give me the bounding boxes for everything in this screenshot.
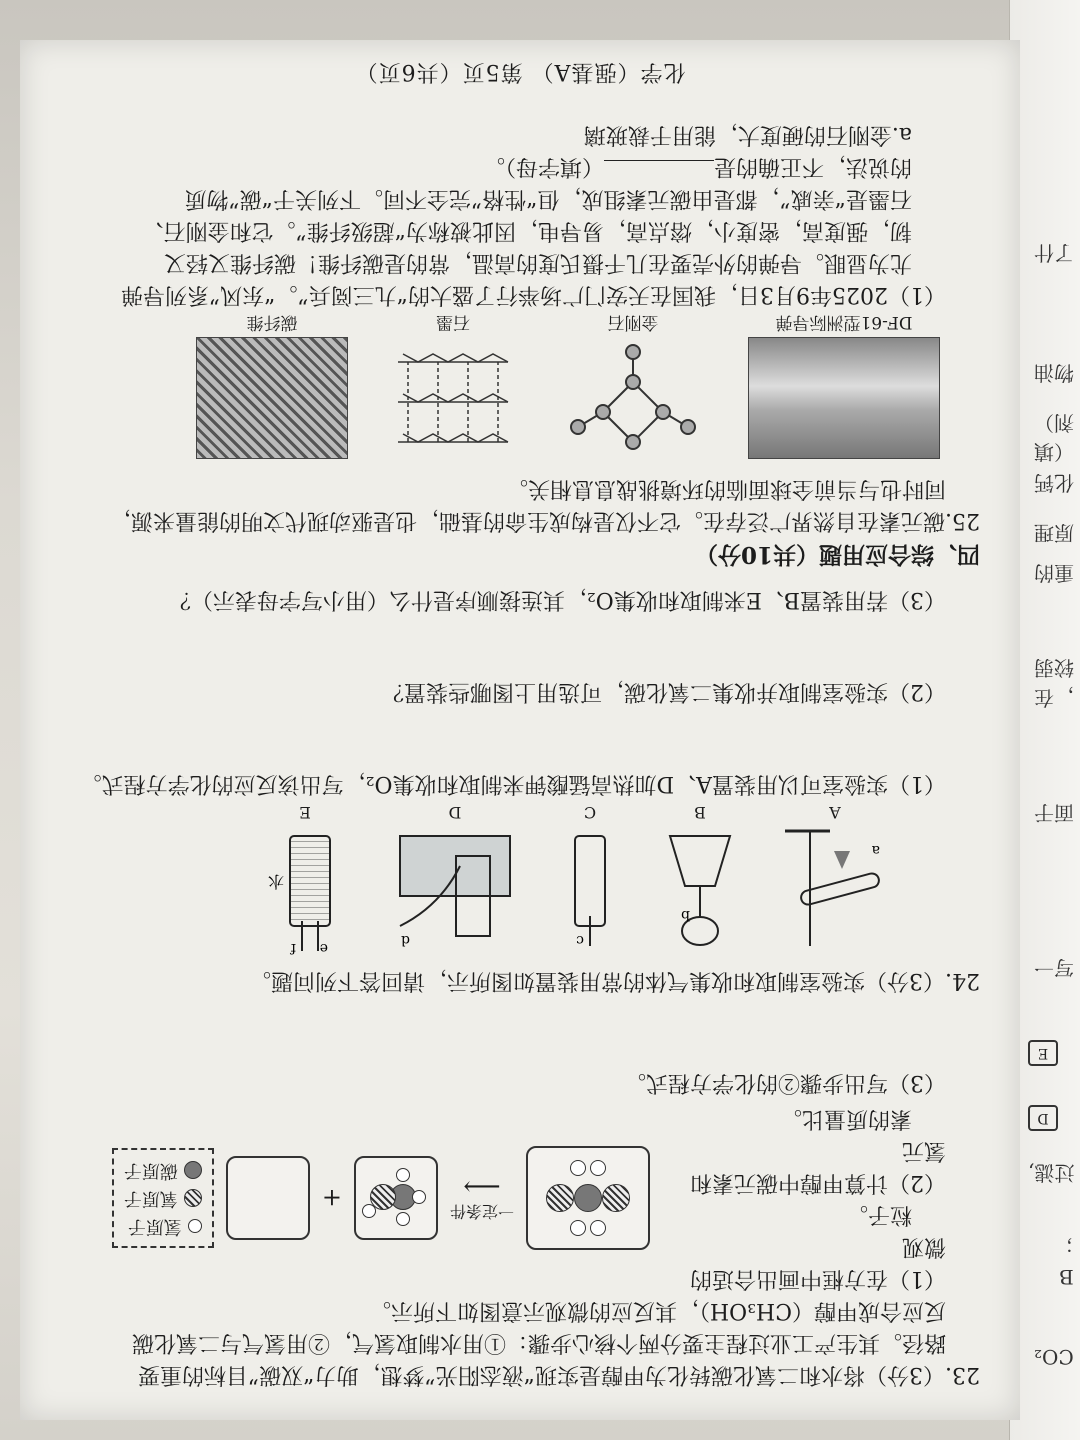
- image-caption: DF-61型洲际导弹: [775, 312, 913, 332]
- q25-option-a: a.金刚石的硬度大，能用于裁玻璃: [583, 122, 912, 147]
- blank-hint: （填字母）。: [482, 154, 604, 179]
- plus-sign: +: [321, 1184, 342, 1212]
- carbon-materials-figure: [50, 312, 940, 462]
- port-label-a: a: [871, 842, 880, 858]
- water-filled-bottle-icon: [260, 826, 350, 956]
- q24-stem: 24.（3分）实验室制取和收集气体的常用装置如图所示，请回答下列问题。: [249, 968, 980, 993]
- reaction-condition: [450, 1172, 514, 1225]
- q25-sub1-question: 的说法，不正确的是: [713, 154, 912, 179]
- q25-sub1-line2: 尤为显眼。导弹的外壳要在几千摄氏度的高温，常的是碳纤维！碳纤维又轻又: [163, 250, 912, 275]
- missile-image: [748, 312, 940, 459]
- lab-apparatus-figure: [50, 803, 890, 956]
- hydrogen-atom: [590, 1220, 606, 1236]
- oxygen-atom: [602, 1184, 630, 1212]
- page-footer: 化学（强基A） 第5页（共6页）: [354, 59, 686, 84]
- diamond-image: [558, 312, 708, 462]
- apparatus-d: [390, 803, 520, 956]
- prev-fragment: CO₂: [1034, 1345, 1074, 1369]
- q23-stem-line3: 反应合成甲醇（CH₃OH），其反应的微观示意图如下所示。: [368, 1298, 946, 1323]
- q25-stem-line1: 25.碳元素在自然界广泛存在。它不仅是构成生命的基础，也是驱动现代文明的能量来源，: [109, 508, 980, 533]
- q25-stem-line2: 同时也与当前全球面临的环境挑战息息相关。: [505, 476, 946, 501]
- hydrogen-atom: [590, 1160, 606, 1176]
- answer-blank[interactable]: [604, 160, 714, 161]
- carbon-atom: [574, 1184, 602, 1212]
- prev-fragment: 写一: [1034, 956, 1074, 980]
- exam-page: [20, 40, 1020, 1420]
- prev-fragment: 过滤,: [1027, 1161, 1074, 1185]
- apparatus-c: [560, 803, 620, 956]
- collection-bottle-up-icon: [560, 826, 620, 956]
- port-label-d: d: [401, 932, 410, 948]
- prev-fragment: （填剂）: [1034, 411, 1074, 464]
- hydrogen-atom: [396, 1168, 410, 1182]
- q24-sub1: （1）实验室可以用装置A、D加热高锰酸钾来制取和收集O₂，写出该反应的化学方程式。: [79, 771, 946, 796]
- condition-label: 一定条件: [449, 1202, 514, 1222]
- apparatus-a: [780, 803, 890, 956]
- prev-fragment: 较弱: [1034, 656, 1074, 680]
- q23-sub1-line1: （1）在方框中画出合适的微观: [690, 1234, 946, 1291]
- prev-fragment: 重的: [1034, 561, 1074, 585]
- arrow-right-icon: ⟶: [463, 1171, 501, 1202]
- q23-stem-line1: 23.（3分）将水和二氧化碳转化为甲醇是实现“液态阳光”梦想，助力“双碳”目标的重要: [138, 1362, 980, 1387]
- carbon-legend-icon: [184, 1161, 202, 1179]
- micro-reaction-diagram: [112, 1108, 650, 1288]
- q24-sub3: （3）若用装置B、E来制取和收集O₂，其连接顺序是什么（用小写字母表示）？: [168, 587, 946, 612]
- hydrogen-legend-icon: [188, 1219, 202, 1233]
- carbon-fiber-image: [196, 312, 348, 459]
- reactant-box: [526, 1146, 650, 1250]
- water-trough-icon: [390, 826, 520, 956]
- port-label-b: b: [681, 907, 690, 923]
- water-label: 水: [267, 872, 284, 891]
- q25-sub1-line4: 石墨是“亲戚”，都是由碳元素组成，但“性格”完全不同。下列关于“碳”物质: [184, 186, 912, 211]
- carbon-fiber-photo: [196, 337, 348, 459]
- section-title: 四、综合应用题（共10分）: [694, 541, 980, 568]
- oxygen-atom: [546, 1184, 574, 1212]
- methanol-molecule-box: [354, 1156, 438, 1240]
- q23-sub2-line1: （2）计算甲醇中碳元素和氢元: [690, 1138, 946, 1195]
- apparatus-label: C: [583, 803, 597, 822]
- image-caption: 碳纤维: [246, 312, 298, 332]
- image-caption: 石墨: [436, 312, 470, 332]
- prev-fragment: B: [1059, 1265, 1074, 1289]
- hydrogen-atom: [362, 1204, 376, 1218]
- hydrogen-atom: [396, 1212, 410, 1226]
- q23-sub2-line2: 素的质量比。: [779, 1106, 912, 1131]
- port-label-c: c: [576, 932, 584, 948]
- flask-funnel-icon: [660, 826, 740, 956]
- apparatus-b: [660, 803, 740, 956]
- port-label-f: f: [290, 940, 296, 956]
- graphite-image: [388, 312, 518, 462]
- prev-box-e: E: [1028, 1040, 1058, 1066]
- prev-box-d: D: [1028, 1105, 1058, 1131]
- hydrogen-atom: [570, 1160, 586, 1176]
- apparatus-label: A: [829, 803, 841, 822]
- hydrogen-atom: [570, 1220, 586, 1236]
- hydrogen-atom: [412, 1190, 426, 1204]
- prev-fragment: 物油: [1034, 361, 1074, 385]
- prev-fragment: 了什: [1034, 241, 1074, 265]
- q23-sub3: （3）写出步骤②的化学方程式。: [624, 1070, 946, 1095]
- q24-sub2: （2）实验室制取并收集二氧化碳，可选用上图哪些装置？: [382, 679, 946, 704]
- q25-sub1-line3: 韧，强度高，密度小，熔点高，易导电，因此被称为“超级纤维”。它和金刚石、: [141, 218, 912, 243]
- apparatus-e: [260, 803, 350, 956]
- heating-tube-setup-icon: [780, 826, 890, 956]
- port-label-e: e: [319, 940, 328, 956]
- image-caption: 金刚石: [607, 312, 659, 332]
- legend-label: 碳原子: [123, 1160, 178, 1181]
- graphite-structure-icon: [388, 342, 518, 462]
- legend-label: 氧原子: [123, 1188, 178, 1209]
- prev-fragment: 面于: [1034, 801, 1074, 825]
- apparatus-label: E: [299, 803, 311, 822]
- q25-sub1-line1: （1）2025年9月3日，我国在天安门广场举行了盛大的“九三阅兵”。“东风”系列导弹: [121, 282, 946, 307]
- missile-photo: [748, 337, 940, 459]
- oxygen-legend-icon: [184, 1189, 202, 1207]
- answer-blank-box[interactable]: [226, 1156, 310, 1240]
- prev-fragment: ，在: [1034, 686, 1074, 710]
- atom-legend: [112, 1148, 214, 1248]
- q23-sub1-line2: 粒子。: [845, 1202, 912, 1227]
- apparatus-label: B: [694, 803, 706, 822]
- q25-sub1-line5: [50, 150, 980, 182]
- apparatus-label: D: [448, 803, 462, 822]
- diamond-structure-icon: [558, 342, 708, 462]
- prev-fragment: 原理: [1034, 521, 1074, 545]
- legend-label: 氢原子: [127, 1216, 182, 1237]
- prev-fragment: 化钙: [1034, 471, 1074, 495]
- prev-fragment: ；: [1054, 1236, 1074, 1260]
- q23-stem-line2: 路径。其生产工业过程主要分两个核心步骤：①用水制取氢气，②用氢气与二氧化碳: [131, 1330, 946, 1355]
